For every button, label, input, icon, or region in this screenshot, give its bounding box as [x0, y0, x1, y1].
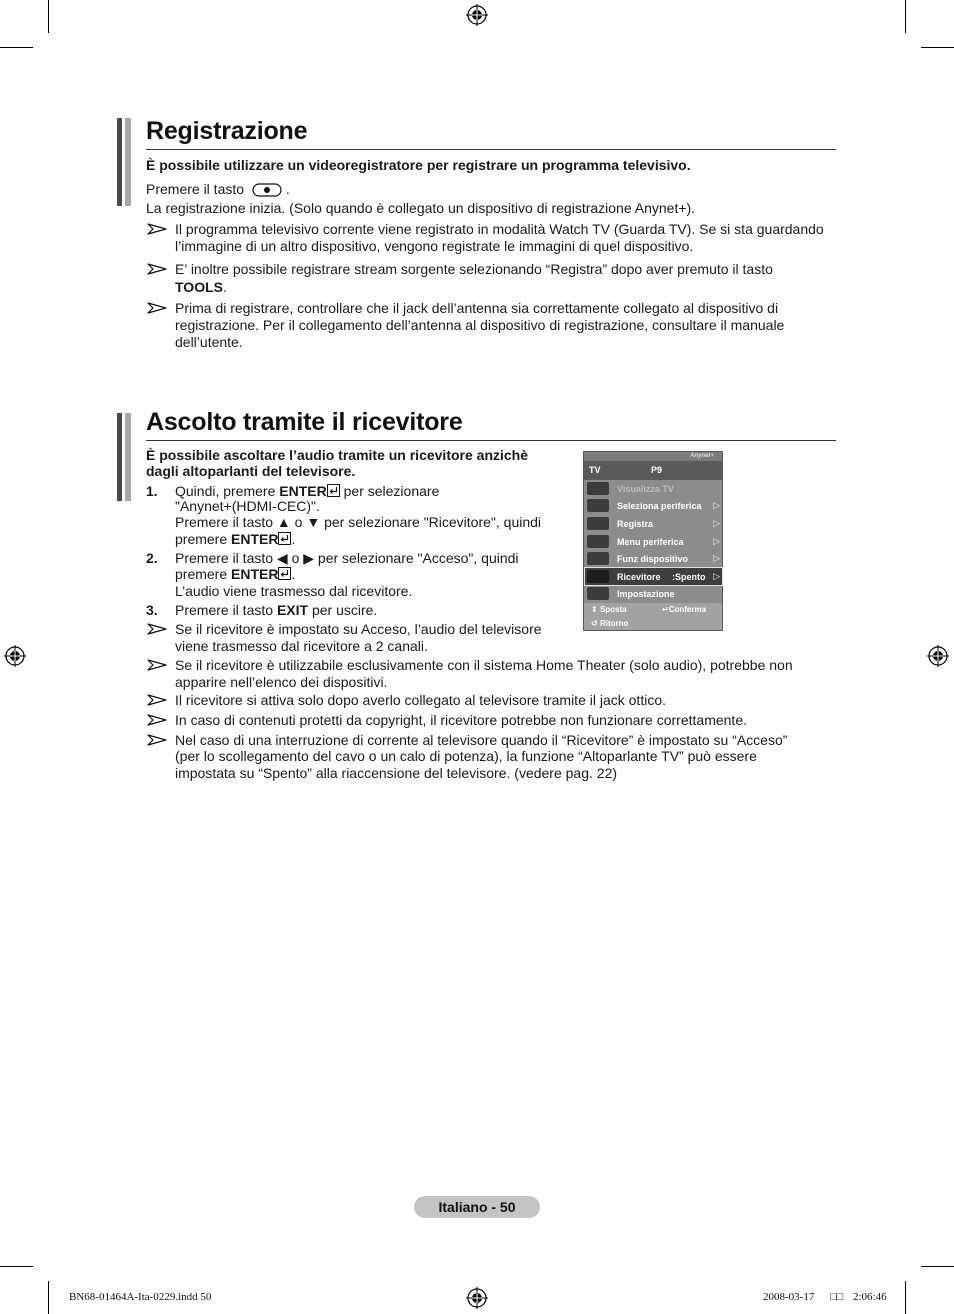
step-text: Premere il tasto ◀ o ▶ per selezionare "Acceso", quindi: [175, 550, 519, 566]
note-arrow-icon: [147, 659, 167, 671]
menu-item-impostazione[interactable]: Impostazione: [585, 585, 722, 602]
note-text: Il programma televisivo corrente viene registrato in modalità Watch TV (Guarda TV). Se si sta guardando l’immagine di un altro dispositivo, vengono registrate le immagini di quel dispositivo.: [175, 221, 824, 254]
anynet-menu-screenshot: [583, 451, 723, 631]
note-arrow-icon: [147, 734, 167, 746]
note-arrow-icon: [147, 263, 167, 275]
section-title-ascolto: Ascolto tramite il ricevitore: [146, 408, 463, 436]
section-intro: È possibile ascoltare l’audio tramite un ricevitore anzichè: [146, 447, 529, 463]
record-icon: [587, 517, 609, 530]
registration-mark-icon: [466, 4, 488, 26]
step-text: Premere il tasto ▲ o ▼ per selezionare "Ricevitore", quindi: [175, 514, 542, 530]
registration-mark-icon: [927, 645, 949, 667]
note-arrow-icon: [147, 623, 167, 635]
registration-mark-icon: [4, 645, 26, 667]
enter-key-icon: [327, 484, 340, 497]
section-rule: [146, 149, 836, 150]
arrow-right-icon: ▷: [713, 571, 720, 581]
note-text: Prima di registrare, controllare che il jack dell’antenna sia correttamente collegato al dispositivo di registrazione. Per il collegamento dell’antenna al dispositivo di registrazione, consultare il manuale dell’utente.: [175, 300, 785, 350]
menu-channel: P9: [651, 465, 663, 475]
section-marker: [117, 118, 131, 206]
print-glyphs: □□: [830, 1291, 844, 1303]
settings-icon: [587, 587, 609, 600]
step-number: 1.: [146, 483, 158, 499]
note-text: E’ inoltre possibile registrare stream sorgente selezionando “Registra” dopo aver premuto il tasto: [175, 261, 773, 277]
instruction-line: La registrazione inizia. (Solo quando è collegato un dispositivo di registrazione Anynet+).: [146, 200, 696, 216]
menu-item-visualizza-tv[interactable]: Visualizza TV: [585, 480, 722, 497]
function-icon: [587, 552, 609, 565]
step-text: Premere il tasto EXIT per uscire.: [175, 602, 378, 618]
menu-item-funz-dispositivo[interactable]: Funz dispositivo ▷: [585, 550, 722, 567]
menu-icon: [587, 535, 609, 548]
note-text: (per lo scollegamento del cavo o un calo di potenza), la funzione “Altoparlante TV” può essere: [175, 748, 757, 764]
back-hint: ↺ Ritorno: [591, 619, 629, 628]
note-arrow-icon: [147, 694, 167, 706]
crop-mark: [921, 1266, 954, 1267]
anynet-logo: Anynet+: [690, 453, 714, 459]
step-text: "Anynet+(HDMI-CEC)".: [175, 498, 320, 514]
step-number: 2.: [146, 550, 158, 566]
confirm-hint: ↵Conferma: [662, 605, 707, 614]
crop-mark: [905, 1281, 906, 1314]
menu-item-registra[interactable]: Registra ▷: [585, 515, 722, 532]
step-text: Quindi, premere ENTER per selezionare: [175, 483, 440, 499]
crop-mark: [905, 0, 906, 33]
note-arrow-icon: [147, 302, 167, 314]
note-text: Nel caso di una interruzione di corrente al televisore quando il “Ricevitore” è impostato su “Acceso”: [175, 732, 788, 748]
section-title-registrazione: Registrazione: [146, 117, 308, 145]
enter-key-icon: [278, 532, 291, 545]
page-number-badge: Italiano - 50: [414, 1196, 540, 1218]
note-text: Se il ricevitore è utilizzabile esclusivamente con il sistema Home Theater (solo audio), potrebbe non: [175, 657, 793, 673]
note-text: apparire nell’elenco dei dispositivi.: [175, 674, 388, 690]
registration-mark-icon: [466, 1287, 488, 1309]
crop-mark: [921, 47, 954, 48]
arrow-right-icon: ▷: [713, 500, 720, 510]
step-text: premere ENTER .: [175, 566, 296, 582]
menu-source: TV: [589, 465, 601, 475]
instruction-line: Premere il tasto .: [146, 181, 290, 197]
note-text: Se il ricevitore è impostato su Acceso, l’audio del televisore: [175, 621, 542, 637]
arrow-right-icon: ▷: [713, 518, 720, 528]
file-info: BN68-01464A-Ita-0229.indd 50: [69, 1291, 212, 1303]
step-text: L’audio viene trasmesso dal ricevitore.: [175, 583, 413, 599]
step-text: premere ENTER .: [175, 531, 296, 547]
step-number: 3.: [146, 602, 158, 618]
note-text: Il ricevitore si attiva solo dopo averlo collegato al televisore tramite il jack ottico.: [175, 692, 666, 708]
menu-item-seleziona-periferica[interactable]: Seleziona periferica ▷: [585, 497, 722, 514]
section-intro: dagli altoparlanti del televisore.: [146, 463, 356, 479]
note-text: impostata su “Spento” alla riaccensione del televisore. (vedere pag. 22): [175, 765, 618, 781]
record-button-icon: [252, 183, 282, 197]
crop-mark: [0, 47, 33, 48]
receiver-icon: [587, 570, 609, 583]
arrow-right-icon: ▷: [713, 536, 720, 546]
tv-icon: [587, 482, 609, 495]
arrow-right-icon: ▷: [713, 553, 720, 563]
section-marker: [117, 413, 131, 501]
menu-item-menu-periferica[interactable]: Menu periferica ▷: [585, 533, 722, 550]
print-date: 2008-03-17: [763, 1291, 815, 1303]
print-time: 2:06:46: [853, 1291, 887, 1303]
crop-mark: [48, 1281, 49, 1314]
move-hint: ⇕ Sposta: [591, 605, 627, 614]
section-rule: [146, 440, 836, 441]
menu-item-ricevitore[interactable]: Ricevitore :Spento ▷: [585, 568, 722, 585]
note-text: TOOLS.: [175, 279, 227, 295]
note-text: In caso di contenuti protetti da copyright, il ricevitore potrebbe non funzionare correttamente.: [175, 712, 747, 728]
enter-key-icon: [278, 567, 291, 580]
section-intro: È possibile utilizzare un videoregistratore per registrare un programma televisivo.: [146, 157, 691, 173]
crop-mark: [48, 0, 49, 33]
note-arrow-icon: [147, 223, 167, 235]
note-text: viene trasmesso dal ricevitore a 2 canali.: [175, 638, 428, 654]
device-icon: [587, 499, 609, 512]
crop-mark: [0, 1266, 33, 1267]
note-arrow-icon: [147, 714, 167, 726]
